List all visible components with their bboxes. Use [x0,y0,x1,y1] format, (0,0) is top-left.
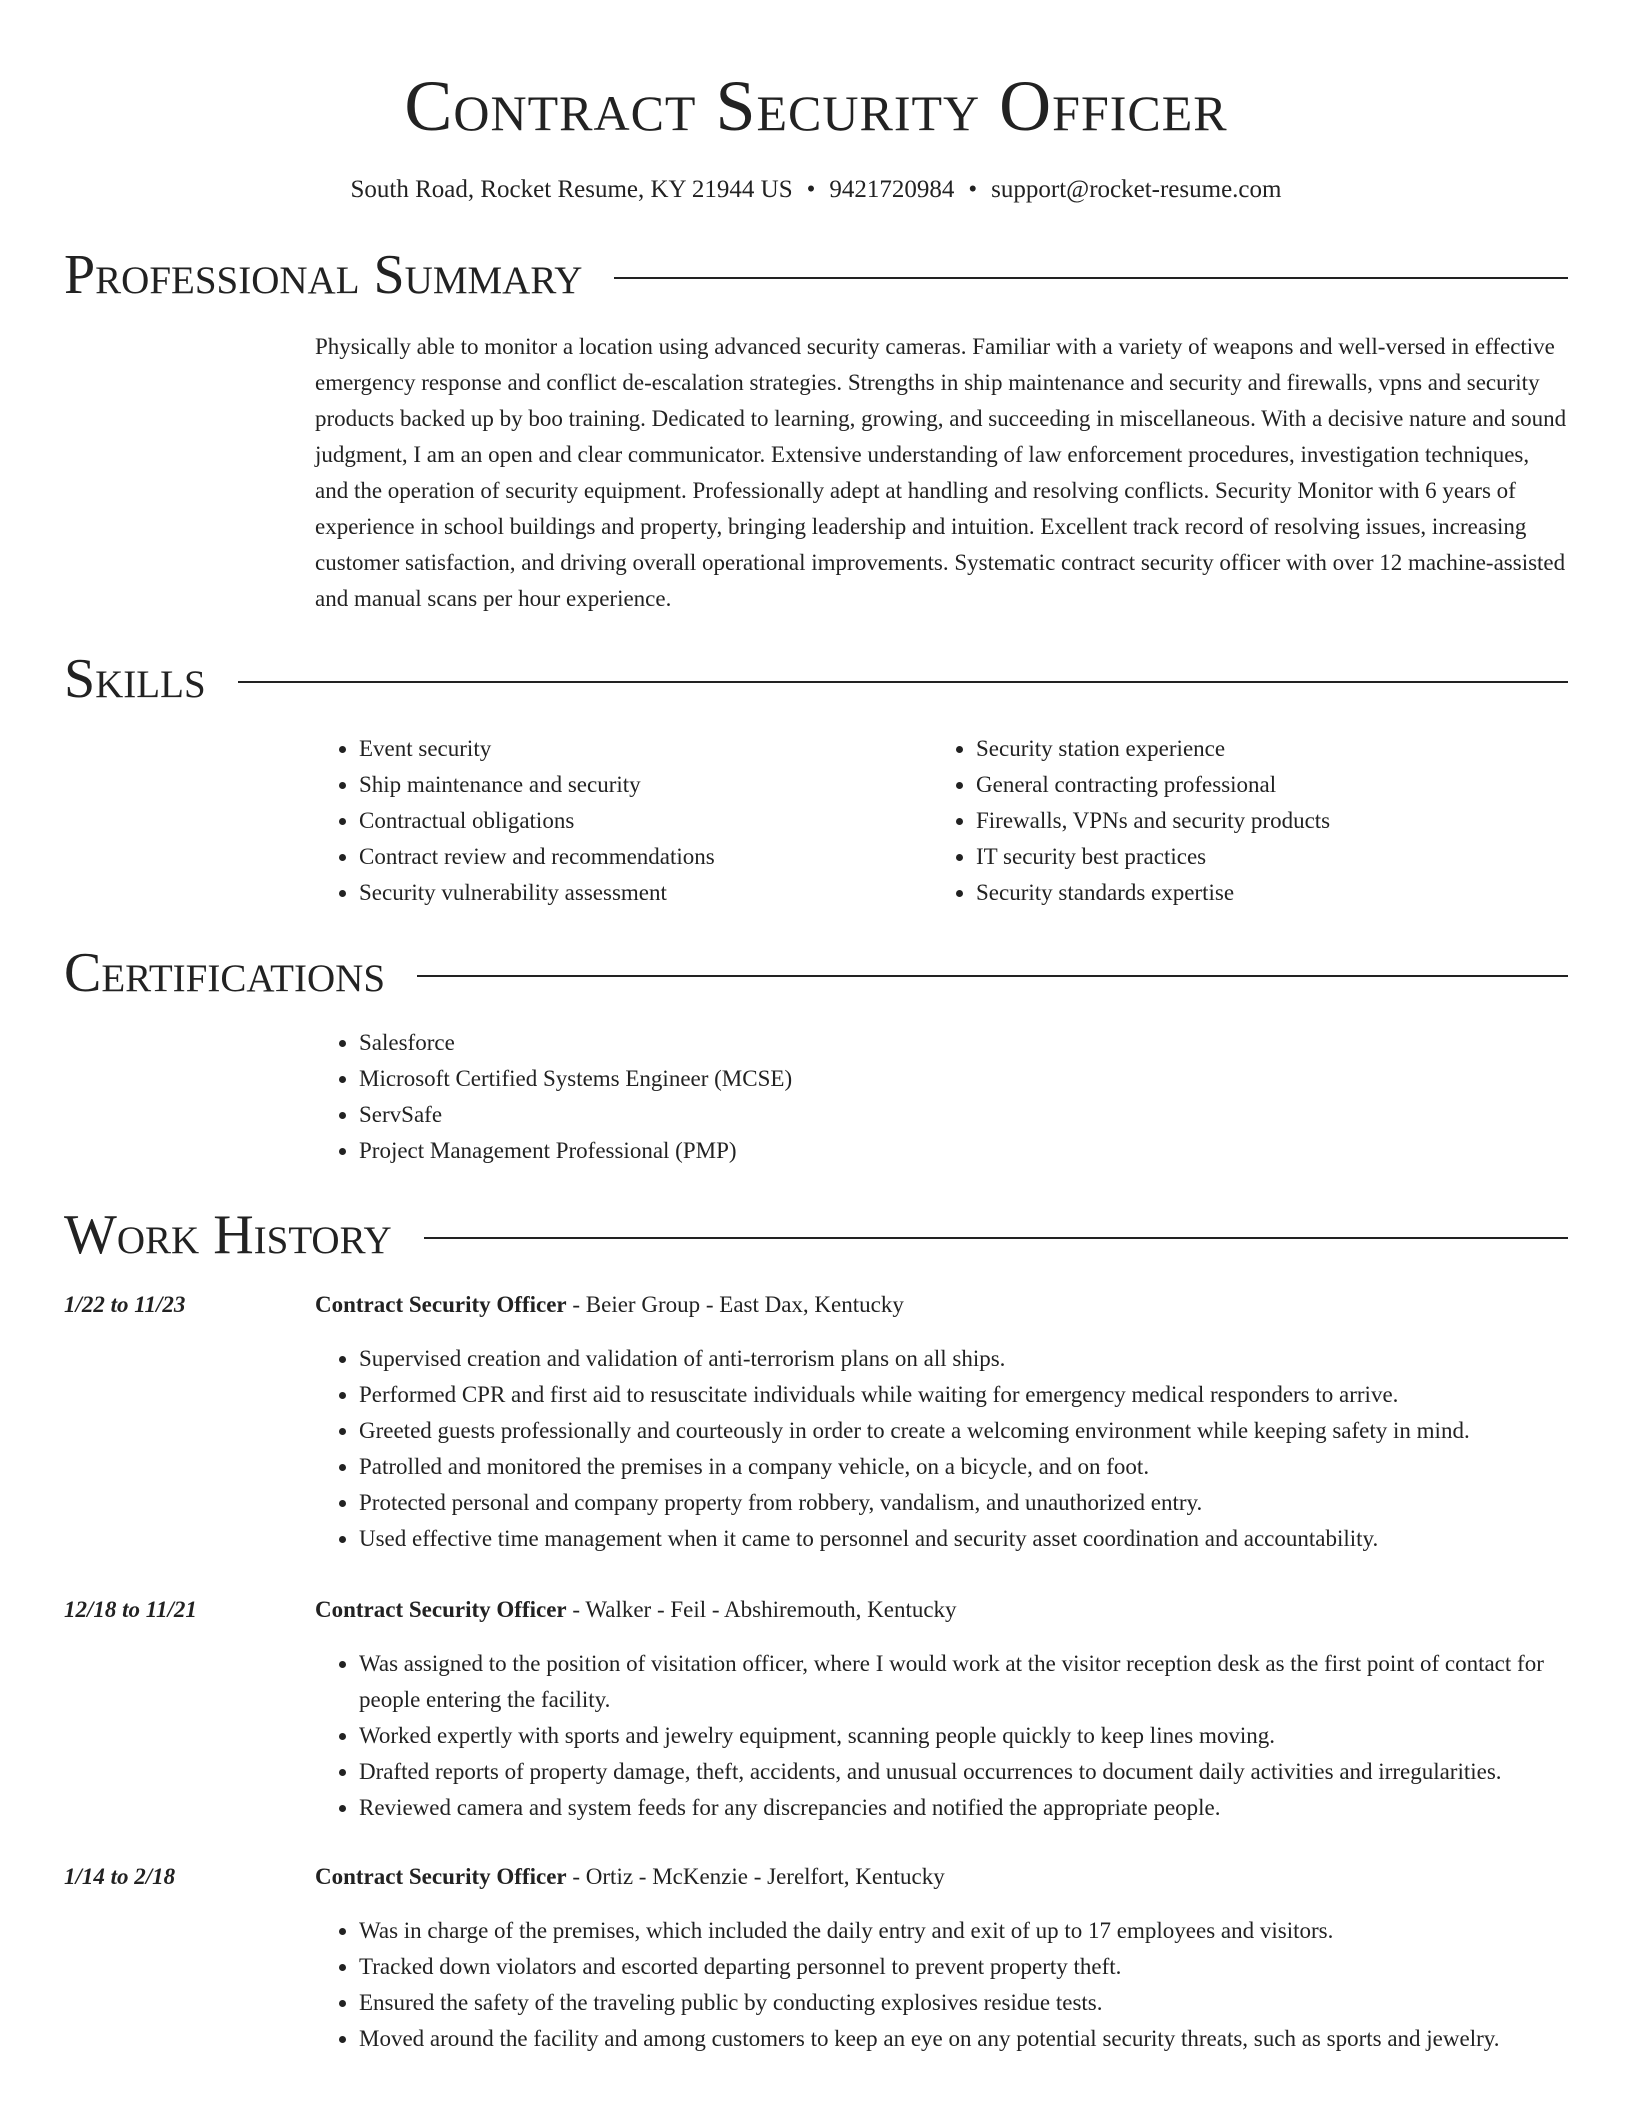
summary-section-header [64,243,1568,307]
job-company: - Walker - Feil - Abshiremouth, Kentucky [572,1597,957,1622]
summary-heading: Professional Summary [64,244,583,306]
job-bullet: • Ensured the safety of the traveling public by conducting explosives residue tests. [359,1985,1568,2021]
job-entry [64,1287,1568,1557]
job-bullet: • Patrolled and monitored the premises in a company vehicle, on a bicycle, and on foot. [359,1449,1568,1485]
skill-item: • Ship maintenance and security [359,767,932,803]
job-role: Contract Security Officer [315,1292,567,1317]
skill-item: • Security vulnerability assessment [359,875,932,911]
skill-item: • General contracting professional [976,767,1549,803]
contact-separator: • [968,176,978,203]
certification-item: • Salesforce [359,1025,1568,1061]
certification-item: • Microsoft Certified Systems Engineer (MCSE) [359,1061,1568,1097]
contact-line [64,174,1568,206]
summary-text: Physically able to monitor a location using advanced security cameras. Familiar with a variety of weapons and well-versed in effective emergency response and conflict de-escalation strategies. Strengths in ship maintenance and security and firewalls, vpns and security products backed up by boo training. Dedicated to learning, growing, and succeeding in miscellaneous. With a decisive nature and sound judgment, I am an open and clear communicator. Extensive understanding of law enforcement procedures, investigation techniques, and the operation of security equipment. Professionally adept at handling and resolving conflicts. Security Monitor with 6 years of experience in school buildings and property, bringing leadership and intuition. Excellent track record of resolving issues, increasing customer satisfaction, and driving overall operational improvements. Systematic contract security officer with over 12 machine-assisted and manual scans per hour experience. [315,334,1567,611]
job-role: Contract Security Officer [315,1597,567,1622]
job-company: - Beier Group - East Dax, Kentucky [572,1292,904,1317]
job-entry [64,1592,1568,1826]
job-bullet: • Worked expertly with sports and jewelry equipment, scanning people quickly to keep lines moving. [359,1718,1568,1754]
work-heading: Work History [64,1204,392,1266]
job-bullet: • Supervised creation and validation of anti-terrorism plans on all ships. [359,1341,1568,1377]
certification-item: • Project Management Professional (PMP) [359,1133,1568,1169]
job-role: Contract Security Officer [315,1864,567,1889]
skill-item: • Contract review and recommendations [359,839,932,875]
job-bullet: • Was in charge of the premises, which included the daily entry and exit of up to 17 employees and visitors. [359,1913,1568,1949]
skill-item: • Firewalls, VPNs and security products [976,803,1549,839]
certifications-list [315,1025,1568,1169]
skills-column-left [315,731,932,911]
work-section-header [64,1203,1568,1267]
skills-heading: Skills [64,648,206,710]
section-divider [424,1237,1568,1239]
skill-item: • Event security [359,731,932,767]
skill-item: • Security standards expertise [976,875,1549,911]
job-company: - Ortiz - McKenzie - Jerelfort, Kentucky [572,1864,945,1889]
resume-page [64,0,1568,2057]
resume-name: Contract Security Officer [404,66,1228,146]
skill-item: • Security station experience [976,731,1549,767]
job-bullet: • Was assigned to the position of visitation officer, where I would work at the visitor reception desk as the first point of contact for people entering the facility. [359,1646,1568,1718]
section-divider [614,277,1568,279]
skills-list [315,731,1568,911]
job-bullet: • Tracked down violators and escorted departing personnel to prevent property theft. [359,1949,1568,1985]
skill-item: • Contractual obligations [359,803,932,839]
contact-separator: • [806,176,816,203]
contact-email: support@rocket-resume.com [991,176,1282,203]
skills-section-header [64,647,1568,711]
job-body [315,1592,1568,1826]
job-body [315,1859,1568,2057]
job-entry [64,1859,1568,2057]
job-bullet: • Greeted guests professionally and courteously in order to create a welcoming environment while keeping safety in mind. [359,1413,1568,1449]
job-title-line [315,1287,1568,1323]
job-title-line [315,1592,1568,1628]
section-divider [417,975,1568,977]
job-bullet: • Used effective time management when it came to personnel and security asset coordination and accountability. [359,1521,1568,1557]
certification-item: • ServSafe [359,1097,1568,1133]
job-bullet: • Performed CPR and first aid to resuscitate individuals while waiting for emergency medical responders to arrive. [359,1377,1568,1413]
section-divider [238,681,1568,683]
job-bullet: • Moved around the facility and among customers to keep an eye on any potential security threats, such as sports and jewelry. [359,2021,1568,2057]
job-title-line [315,1859,1568,1895]
job-body [315,1287,1568,1557]
skills-column-right [932,731,1549,911]
job-dates: 12/18 to 11/21 [64,1597,197,1622]
job-bullet: • Drafted reports of property damage, theft, accidents, and unusual occurrences to document daily activities and irregularities. [359,1754,1568,1790]
contact-address: South Road, Rocket Resume, KY 21944 US [350,176,793,203]
contact-phone: 9421720984 [829,176,955,203]
job-dates: 1/14 to 2/18 [64,1864,176,1889]
job-bullet: • Reviewed camera and system feeds for any discrepancies and notified the appropriate people. [359,1790,1568,1826]
certifications-section-header [64,941,1568,1005]
job-dates: 1/22 to 11/23 [64,1292,186,1317]
certifications-heading: Certifications [64,942,386,1004]
job-bullet: • Protected personal and company property from robbery, vandalism, and unauthorized entry. [359,1485,1568,1521]
skill-item: • IT security best practices [976,839,1549,875]
